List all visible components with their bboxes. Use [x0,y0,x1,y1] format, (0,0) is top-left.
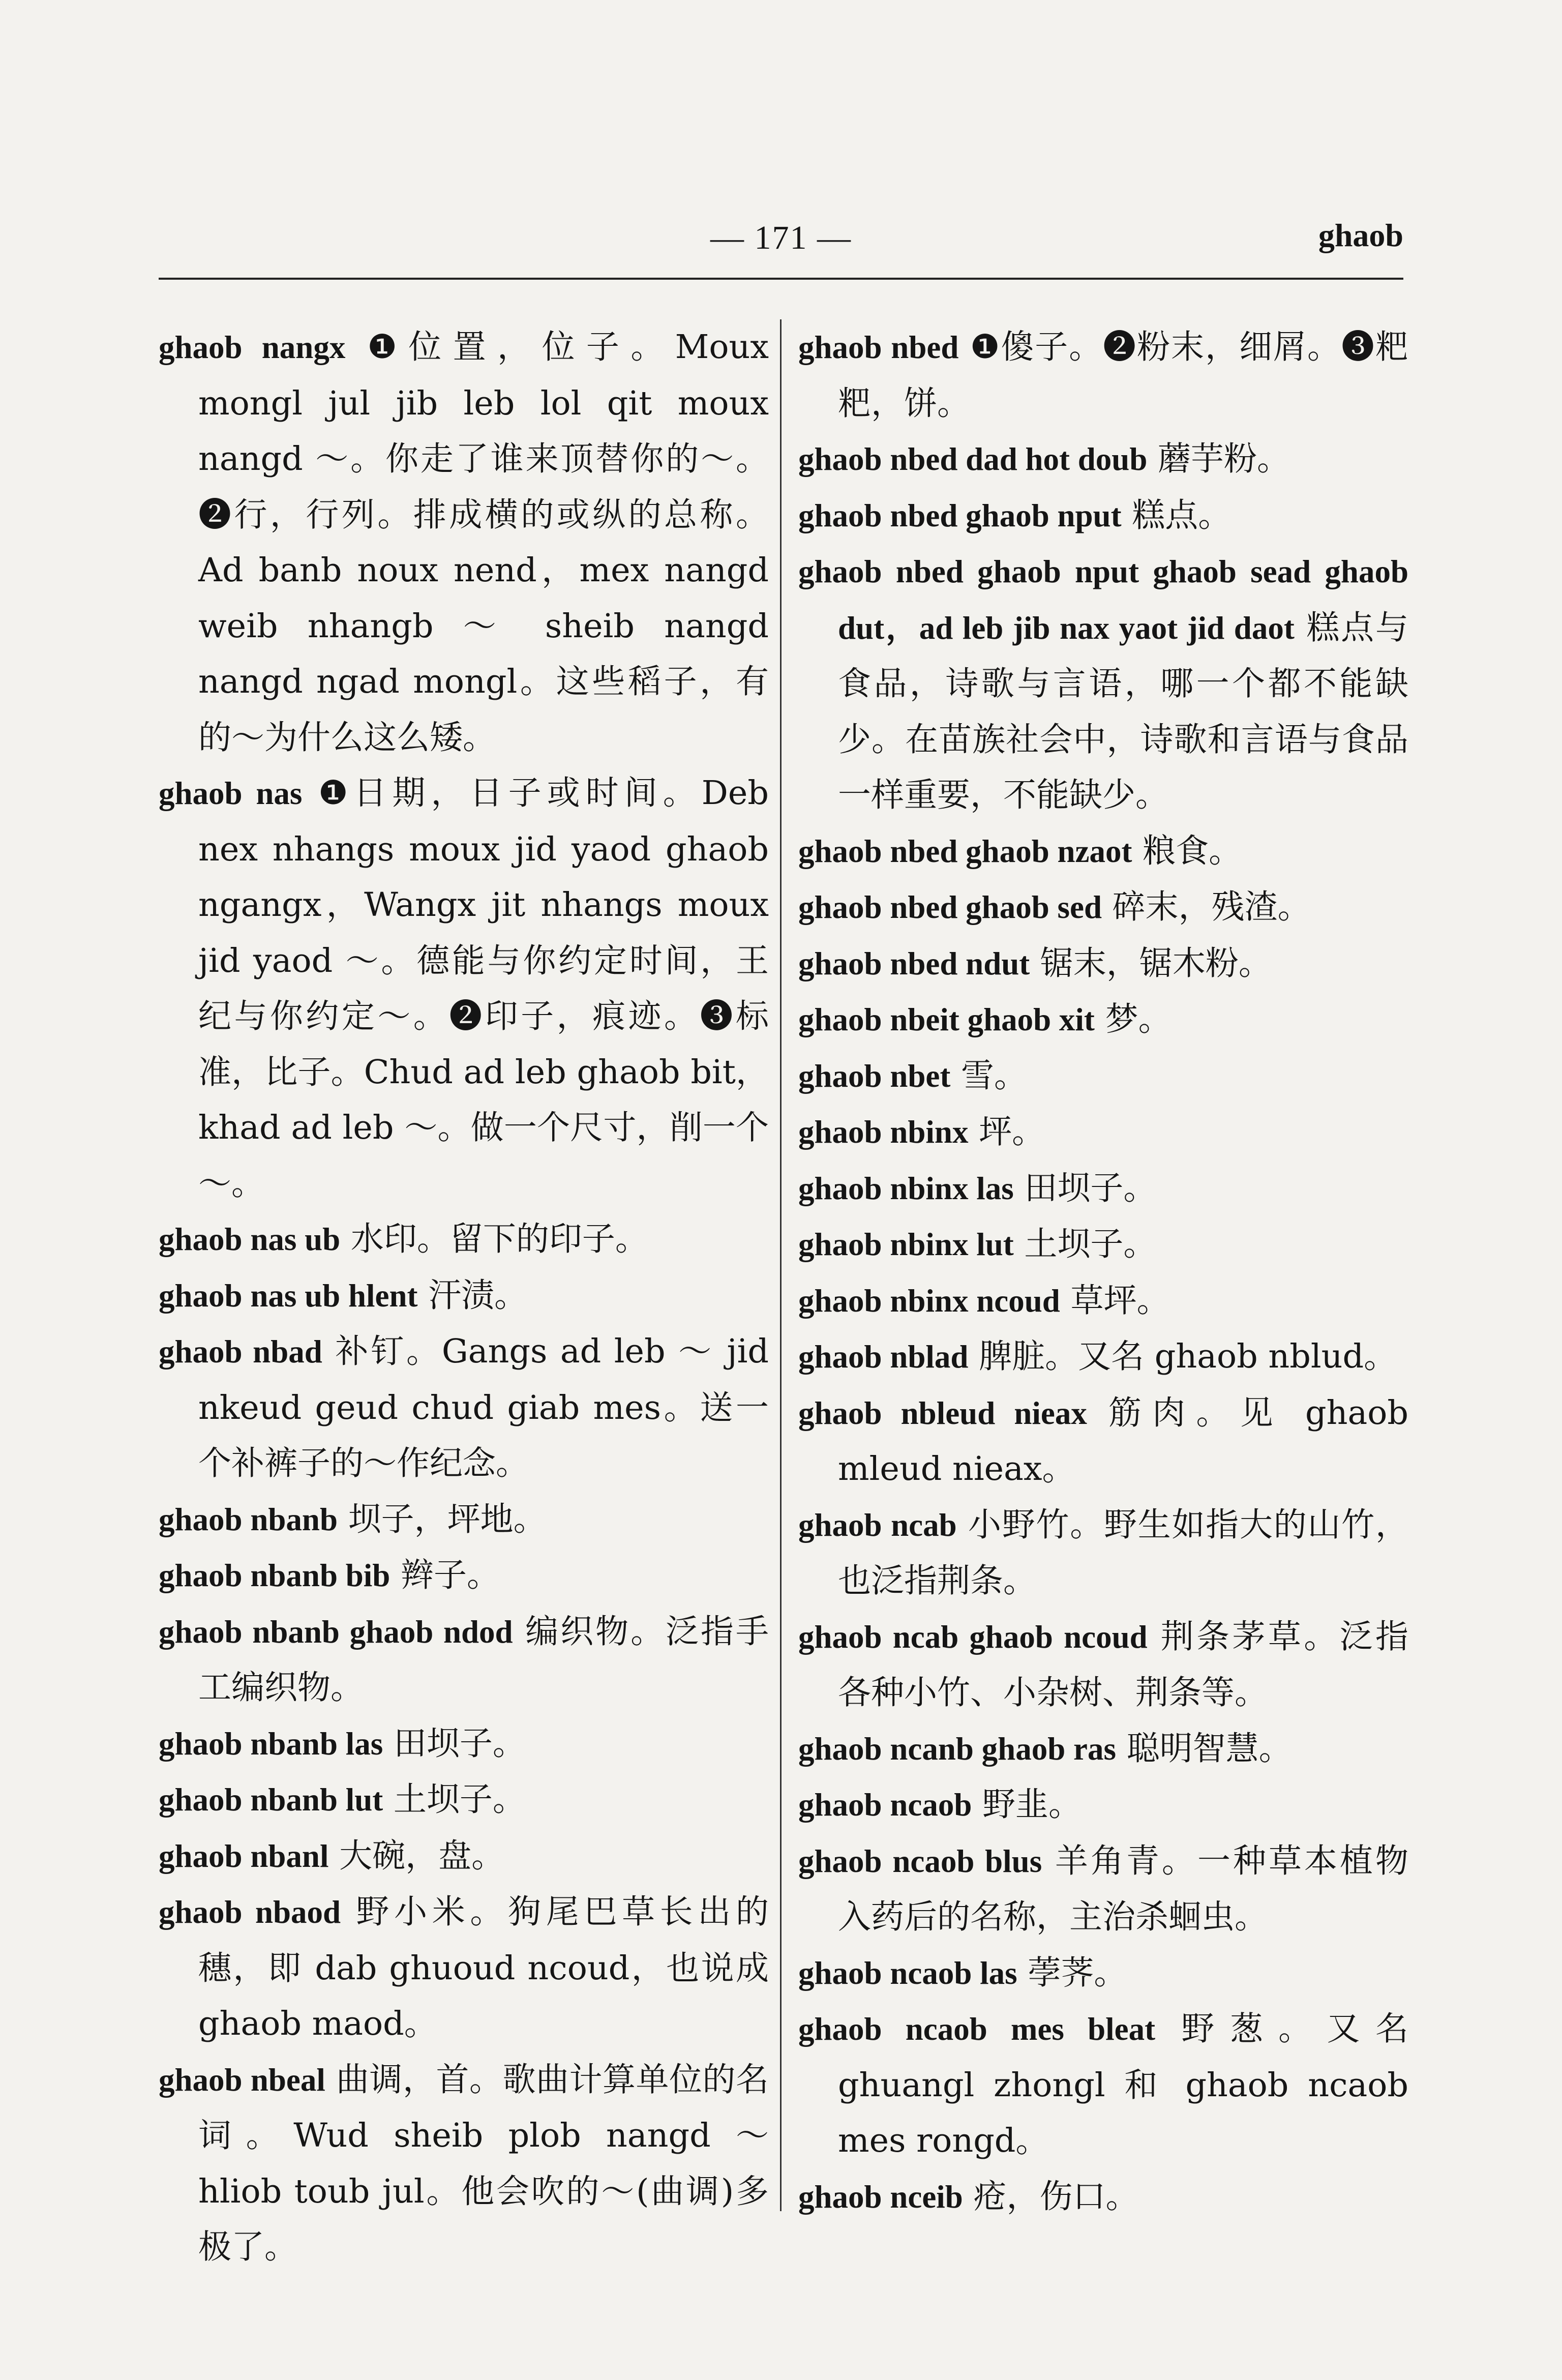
entry-headword: ghaob nbed dad hot doub [798,441,1148,477]
entry-headword: ghaob nbanb las [159,1726,383,1762]
dictionary-entry [159,1716,769,1772]
entry-headword: ghaob nbed ndut [798,945,1030,981]
entry-definition: 大碗，盘。 [339,1836,505,1875]
entry-definition: 野小米。狗尾巴草长出的穗，即 dab ghuoud ncoud，也说成 ghaob maod。 [198,1893,769,2043]
entry-definition: 编织物。泛指手工编织物。 [198,1612,769,1707]
dictionary-entry [798,1777,1408,1833]
dictionary-entry [798,992,1408,1048]
entry-definition: 梦。 [1105,1000,1172,1038]
entry-headword: ghaob nblad [798,1339,969,1375]
entry-headword: ghaob nas ub [159,1222,341,1257]
dictionary-entry [798,1216,1408,1273]
entry-definition: 补钉。Gangs ad leb ～ jid nkeud geud chud giab mes。送一个补裤子的～作纪念。 [198,1332,769,1482]
dictionary-entry [798,544,1408,823]
entry-headword: ghaob nbinx [798,1114,969,1150]
dictionary-entry [798,431,1408,488]
dictionary-entry [798,1161,1408,1217]
entry-definition: 坪。 [979,1113,1045,1151]
entry-definition: 田坝子。 [1024,1169,1157,1207]
dictionary-entry [159,2052,769,2275]
entry-definition: ❶傻子。❷粉末，细屑。❸粑粑，饼。 [838,328,1408,423]
entry-definition: 粮食。 [1143,831,1242,870]
entry-definition: 辫子。 [400,1556,500,1594]
entry-headword: ghaob nbinx las [798,1170,1014,1206]
entry-definition: 土坝子。 [1024,1225,1157,1263]
header-rule [159,278,1403,280]
entry-definition: 雪。 [961,1056,1028,1095]
entry-headword: ghaob nbeal [159,2062,325,2098]
dictionary-entry [159,765,769,1211]
dictionary-entry [798,879,1408,936]
dictionary-entry [159,1828,769,1885]
entry-headword: ghaob nbed [798,330,959,365]
entry-headword: ghaob ncanb ghaob ras [798,1731,1116,1767]
column-divider [780,319,782,2211]
dictionary-entry [798,488,1408,544]
entry-headword: ghaob ncaob mes bleat [798,2011,1156,2047]
dictionary-entry [798,1048,1408,1105]
dictionary-entry [798,823,1408,880]
entry-definition: 脾脏。又名 ghaob nblud。 [979,1337,1397,1376]
dictionary-entry [159,1884,769,2052]
dictionary-entry [159,1211,769,1268]
entry-headword: ghaob nbed ghaob sed [798,889,1102,925]
entry-headword: ghaob nbaod [159,1894,341,1930]
entry-definition: 锯末，锯木粉。 [1040,944,1272,983]
entry-definition: 土坝子。 [393,1780,526,1819]
left-column [159,319,769,2275]
entry-headword: ghaob nbinx lut [798,1227,1014,1262]
dictionary-entry [159,1772,769,1828]
entry-definition: ❶位置，位子。Moux mongl jul jib leb lol qit moux nangd ～。你走了谁来顶替你的～。❷行，行列。排成横的或纵的总称。Ad banb noux nend，mex nangd weib nhangb ～ sheib nangd nangd ngad mongl。这些稻子，有的～为什么这么矮。 [198,328,769,757]
entry-definition: 曲调，首。歌曲计算单位的名词。Wud sheib plob nangd ～ hliob toub jul。他会吹的～(曲调)多极了。 [198,2060,769,2266]
dictionary-entry [159,1604,769,1716]
dictionary-entry [798,1104,1408,1161]
entry-definition: ❶日期，日子或时间。Deb nex nhangs moux jid yaod ghaob ngangx，Wangx jit nhangs moux jid yaod ～。德能与你约定时间，王纪与你约定～。❷印子，痕迹。❸标准，比子。Chud ad leb ghaob bit，khad ad leb ～。做一个尺寸，削一个～。 [198,774,769,1203]
dictionary-entry [798,1329,1408,1385]
entry-definition: 野葱。又名 ghuangl zhongl 和 ghaob ncaob mes rongd。 [838,2010,1408,2160]
entry-definition: 坝子，坪地。 [348,1500,547,1538]
dictionary-entry [798,936,1408,992]
dictionary-entry [798,1721,1408,1777]
dictionary-entry [798,2169,1408,2225]
right-column [798,319,1408,2225]
entry-headword: ghaob nas [159,776,303,811]
entry-headword: ghaob nbeit ghaob xit [798,1002,1095,1037]
running-head: ghaob [1318,217,1403,253]
entry-headword: ghaob nangx [159,330,346,365]
dictionary-entry [798,1609,1408,1721]
dictionary-entry [159,319,769,765]
entry-headword: ghaob nbanb ghaob ndod [159,1614,513,1650]
entry-headword: ghaob ncaob las [798,1955,1017,1991]
page-number: — 171 — [710,219,852,256]
dictionary-entry [159,1268,769,1324]
entry-headword: ghaob nbanb [159,1501,338,1537]
dictionary-entry [798,1945,1408,2002]
dictionary-entry [798,1497,1408,1609]
entry-definition: 草坪。 [1070,1281,1170,1320]
entry-headword: ghaob nas ub hlent [159,1277,418,1314]
entry-definition: 糕点。 [1132,496,1231,534]
entry-definition: 筋肉。见 ghaob mleud nieax。 [838,1393,1408,1488]
dictionary-entry [159,1324,769,1492]
entry-definition: 汗渍。 [428,1276,528,1315]
entry-headword: ghaob nceib [798,2179,963,2215]
entry-headword: ghaob ncaob [798,1787,972,1823]
entry-definition: 糕点与食品，诗歌与言语，哪一个都不能缺少。在苗族社会中，诗歌和言语与食品一样重要，不能缺少。 [838,608,1408,814]
entry-headword: ghaob nbanb lut [159,1782,383,1818]
entry-definition: 荸荠。 [1028,1953,1127,1992]
entry-headword: ghaob ncab [798,1507,957,1543]
dictionary-entry [159,1492,769,1548]
entry-headword: ghaob ncaob blus [798,1843,1042,1879]
entry-definition: 碎末，残渣。 [1112,888,1311,926]
entry-definition: 荆条茅草。泛指各种小竹、小杂树、荆条等。 [838,1617,1408,1712]
entry-headword: ghaob nbanb bib [159,1558,390,1593]
dictionary-entry [159,1548,769,1604]
dictionary-entry [798,1385,1408,1497]
entry-headword: ghaob nbed ghaob nput ghaob sead ghaob dut，ad leb jib nax yaot jid daot [798,554,1408,646]
entry-definition: 羊角青。一种草本植物入药后的名称，主治杀蛔虫。 [838,1841,1408,1936]
entry-definition: 聪明智慧。 [1126,1729,1292,1768]
entry-definition: 野韭。 [982,1786,1082,1824]
dictionary-entry [798,1273,1408,1329]
entry-headword: ghaob nbet [798,1058,951,1094]
entry-definition: 小野竹。野生如指大的山竹，也泛指荆条。 [838,1505,1408,1600]
entry-definition: 田坝子。 [393,1724,526,1763]
entry-headword: ghaob nbed ghaob nput [798,497,1122,533]
entry-headword: ghaob nbanl [159,1838,329,1874]
dictionary-entry [798,319,1408,431]
dictionary-entry [798,1833,1408,1945]
entry-definition: 蘑芋粉。 [1158,440,1290,478]
entry-definition: 水印。留下的印子。 [350,1220,648,1258]
entry-headword: ghaob nbed ghaob nzaot [798,833,1132,869]
dictionary-entry [798,2001,1408,2169]
page-header [159,214,1403,280]
entry-headword: ghaob nbleud nieax [798,1395,1087,1431]
entry-headword: ghaob ncab ghaob ncoud [798,1619,1148,1655]
entry-definition: 疮，伤口。 [973,2177,1139,2216]
entry-headword: ghaob nbinx ncoud [798,1283,1060,1319]
entry-headword: ghaob nbad [159,1334,322,1370]
